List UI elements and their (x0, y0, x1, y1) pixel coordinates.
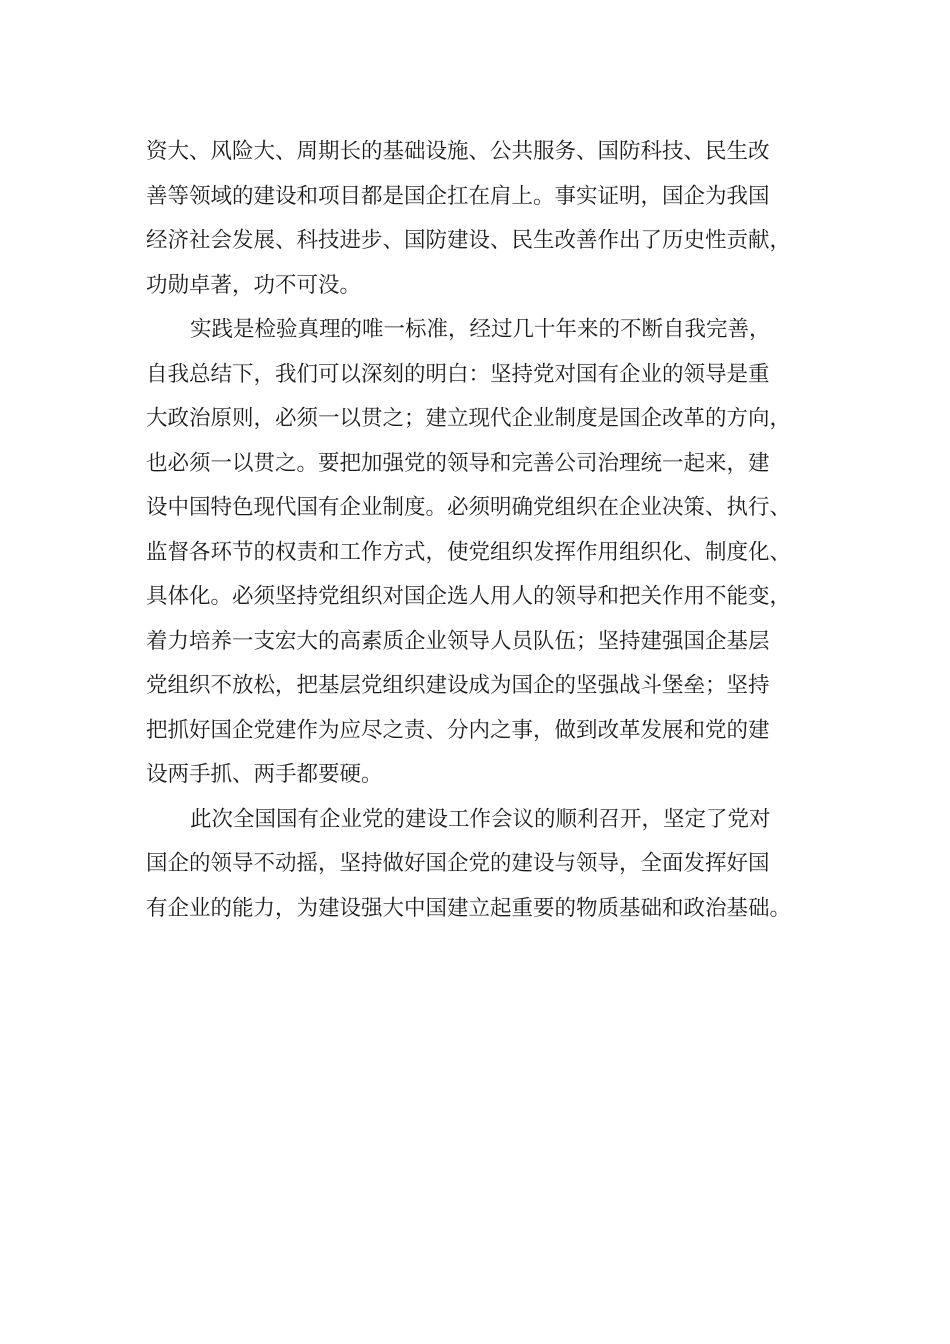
text-line: 党组织不放松，把基层党组织建设成为国企的坚强战斗堡垒；坚持 (146, 673, 770, 698)
text-line: 自我总结下，我们可以深刻的明白：坚持党对国有企业的领导是重 (146, 361, 770, 387)
text-line: 具体化。必须坚持党组织对国企选人用人的领导和把关作用不能变， (146, 584, 792, 609)
text-line: 设两手抓、两手都要硬。 (146, 762, 383, 787)
text-line: 监督各环节的权责和工作方式，使党组织发挥作用组织化、制度化、 (146, 539, 792, 565)
text-line: 着力培养一支宏大的高素质企业领导人员队伍；坚持建强国企基层 (146, 628, 770, 654)
text-line: 资大、风险大、周期长的基础设施、公共服务、国防科技、民生改 (146, 139, 770, 164)
text-line: 也必须一以贯之。要把加强党的领导和完善公司治理统一起来，建 (146, 450, 770, 476)
text-line: 国企的领导不动摇，坚持做好国企党的建设与领导，全面发挥好国 (146, 851, 770, 876)
text-line: 大政治原则，必须一以贯之；建立现代企业制度是国企改革的方向， (146, 406, 792, 431)
text-line: 有企业的能力，为建设强大中国建立起重要的物质基础和政治基础。 (146, 895, 792, 921)
text-line: 把抓好国企党建作为应尽之责、分内之事，做到改革发展和党的建 (146, 717, 770, 743)
text-line: 善等领域的建设和项目都是国企扛在肩上。事实证明，国企为我国 (146, 183, 770, 209)
text-line-first-indented: 此次全国国有企业党的建设工作会议的顺利召开，坚定了党对 (190, 806, 771, 832)
text-line-first-indented: 实践是检验真理的唯一标准，经过几十年来的不断自我完善， (190, 317, 771, 342)
text-line: 功勋卓著，功不可没。 (146, 272, 362, 298)
paragraph-3 (146, 798, 806, 932)
text-line: 经济社会发展、科技进步、国防建设、民生改善作出了历史性贡献， (146, 228, 792, 253)
text-line: 设中国特色现代国有企业制度。必须明确党组织在企业决策、执行、 (146, 495, 792, 520)
document-body (146, 130, 806, 931)
paragraph-1 (146, 130, 806, 308)
paragraph-2 (146, 308, 806, 798)
